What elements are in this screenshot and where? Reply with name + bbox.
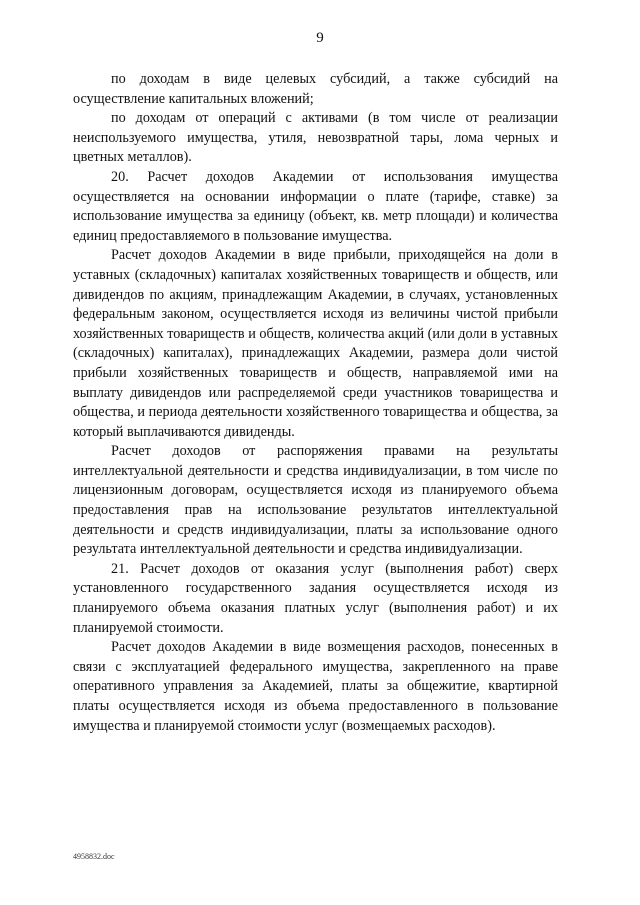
file-name-footer: 4958832.doc (73, 852, 115, 861)
document-body (73, 70, 558, 736)
paragraph: по доходам в виде целевых субсидий, а также субсидий на осуществление капитальных вложений; (73, 71, 558, 107)
paragraph: 20. Расчет доходов Академии от использования имущества осуществляется на основании информации о плате (тарифе, ставке) за использование имущества за единицу (объект, кв. метр площади) и количества единиц предоставляемого в пользование имущества. (73, 168, 558, 244)
paragraph: Расчет доходов от распоряжения правами на результаты интеллектуальной деятельности и средства индивидуализации, в том числе по лицензионным договорам, осуществляется исходя из планируемого объема предоставления прав на использование результатов интеллектуальной деятельности и средств индивидуализации, платы за использование одного результата интеллектуальной деятельности и средства индивидуализации. (73, 443, 558, 558)
paragraph: 21. Расчет доходов от оказания услуг (выполнения работ) сверх установленного государственного задания осуществляется исходя из планируемого объема оказания платных услуг (выполнения работ) и их планируемой стоимости. (73, 560, 558, 636)
paragraph: Расчет доходов Академии в виде возмещения расходов, понесенных в связи с эксплуатацией федерального имущества, закрепленного на праве оперативного управления за Академией, платы за общежитие, квартирной платы осуществляется исходя из объема предоставленного в пользование имущества и планируемой стоимости услуг (возмещаемых расходов). (73, 639, 558, 734)
page-number: 9 (316, 30, 324, 46)
paragraph: Расчет доходов Академии в виде прибыли, приходящейся на доли в уставных (складочных) капиталах хозяйственных товариществ и обществ, или дивидендов по акциям, принадлежащим Академии, в случаях, установленных федеральным законом, осуществляется исходя из величины чистой прибыли хозяйственных товариществ и обществ, количества акций (или доли в уставных (складочных) капиталах), принадлежащих Академии, размера доли чистой прибыли хозяйственных товариществ и обществ, направляемой ими на выплату дивидендов или распределяемой среди участников товарищества и общества, и периода деятельности хозяйственного товарищества и общества, за который выплачиваются дивиденды. (73, 247, 558, 440)
paragraph: по доходам от операций с активами (в том числе от реализации неиспользуемого имущества, утиля, невозвратной тары, лома черных и цветных металлов). (73, 110, 558, 166)
